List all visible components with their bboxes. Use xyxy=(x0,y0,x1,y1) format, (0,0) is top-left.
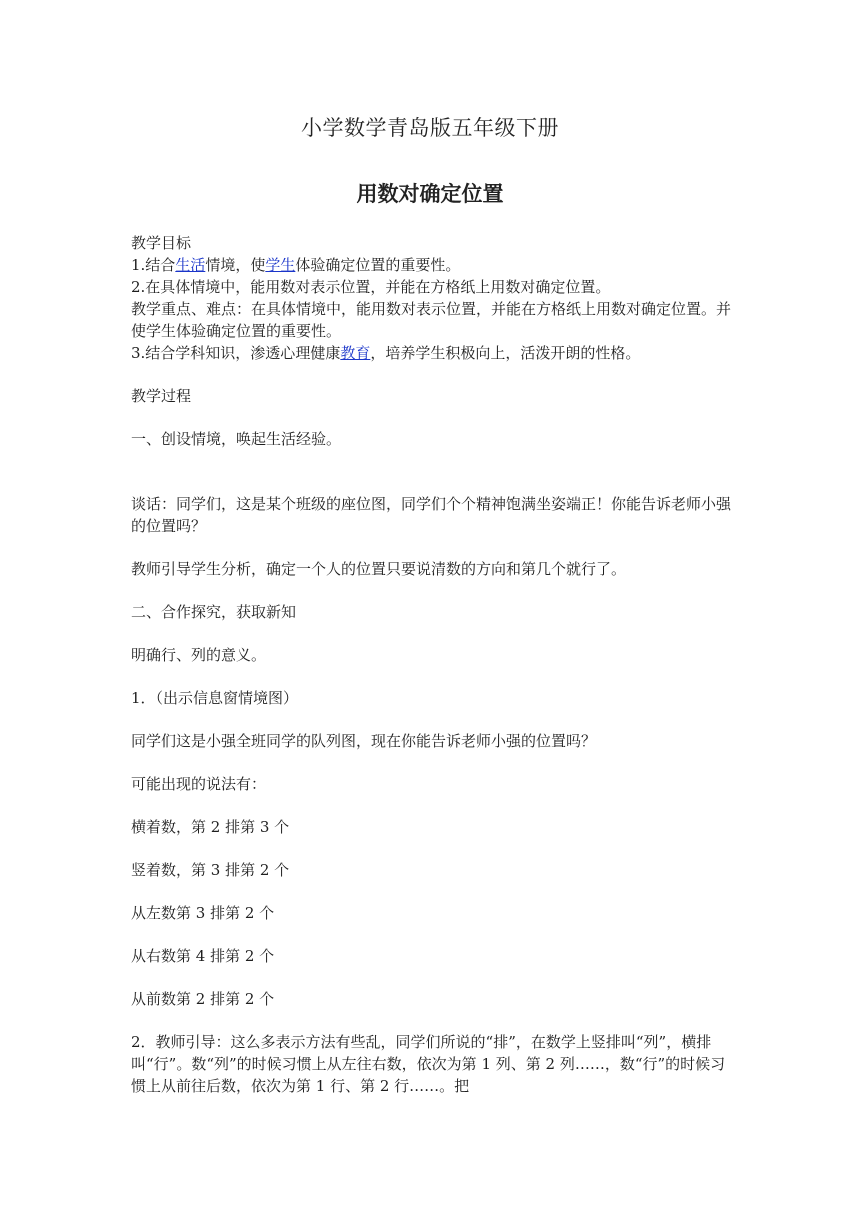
section-2-heading: 二、合作探究，获取新知 xyxy=(131,603,297,621)
step-1: 1．（出示信息窗情境图） xyxy=(131,689,299,707)
answer-item: 从左数第 3 排第 2 个 xyxy=(131,904,275,922)
objective-item-1-before: 1.结合 xyxy=(131,256,176,274)
key-points: 教学重点、难点：在具体情境中，能用数对表示位置，并能在方格纸上用数对确定位置。并使学生体验确定位置的重要性。 xyxy=(131,300,732,340)
process-heading: 教学过程 xyxy=(131,387,192,405)
document-title: 小学数学青岛版五年级下册 xyxy=(301,116,559,140)
objective-item-3-before: 3.结合学科知识，渗透心理健康 xyxy=(131,344,341,362)
link-life[interactable]: 生活 xyxy=(175,256,206,274)
objective-item-3-after: ，培养学生积极向上，活泼开朗的性格。 xyxy=(370,344,641,362)
objective-item-1-after: 体验确定位置的重要性。 xyxy=(295,256,461,274)
link-student[interactable]: 学生 xyxy=(265,256,296,274)
possible-heading: 可能出现的说法有： xyxy=(131,775,267,793)
answer-item: 从右数第 4 排第 2 个 xyxy=(131,947,275,965)
answer-item: 横着数，第 2 排第 3 个 xyxy=(131,818,290,836)
objective-item-3 xyxy=(131,342,731,364)
link-education[interactable]: 教育 xyxy=(340,344,371,362)
document-subtitle: 用数对确定位置 xyxy=(356,182,504,206)
objective-item-1-middle: 情境，使 xyxy=(205,256,266,274)
section-1-heading: 一、创设情境，唤起生活经验。 xyxy=(131,430,342,448)
objective-item-1 xyxy=(131,254,731,276)
document-body xyxy=(131,232,731,1097)
guide-paragraph: 教师引导学生分析，确定一个人的位置只要说清数的方向和第几个就行了。 xyxy=(131,560,627,578)
objective-item-2: 2.在具体情境中，能用数对表示位置，并能在方格纸上用数对确定位置。 xyxy=(131,278,611,296)
clarify-paragraph: 明确行、列的意义。 xyxy=(131,646,267,664)
answer-item: 竖着数，第 3 排第 2 个 xyxy=(131,861,290,879)
objectives-heading: 教学目标 xyxy=(131,234,192,252)
answer-item: 从前数第 2 排第 2 个 xyxy=(131,990,275,1008)
talk-paragraph: 谈话：同学们，这是某个班级的座位图，同学们个个精神饱满坐姿端正！你能告诉老师小强的位置吗？ xyxy=(131,495,732,535)
step-2: 2．教师引导：这么多表示方法有些乱，同学们所说的“排”，在数学上竖排叫“列”，横排叫“行”。数“列”的时候习惯上从左往右数，依次为第 1 列、第 2 列……，数“行”的时候习惯上从前往后数，依次为第 1 行、第 2 行……。把 xyxy=(131,1033,726,1095)
question-paragraph: 同学们这是小强全班同学的队列图，现在你能告诉老师小强的位置吗？ xyxy=(131,732,597,750)
